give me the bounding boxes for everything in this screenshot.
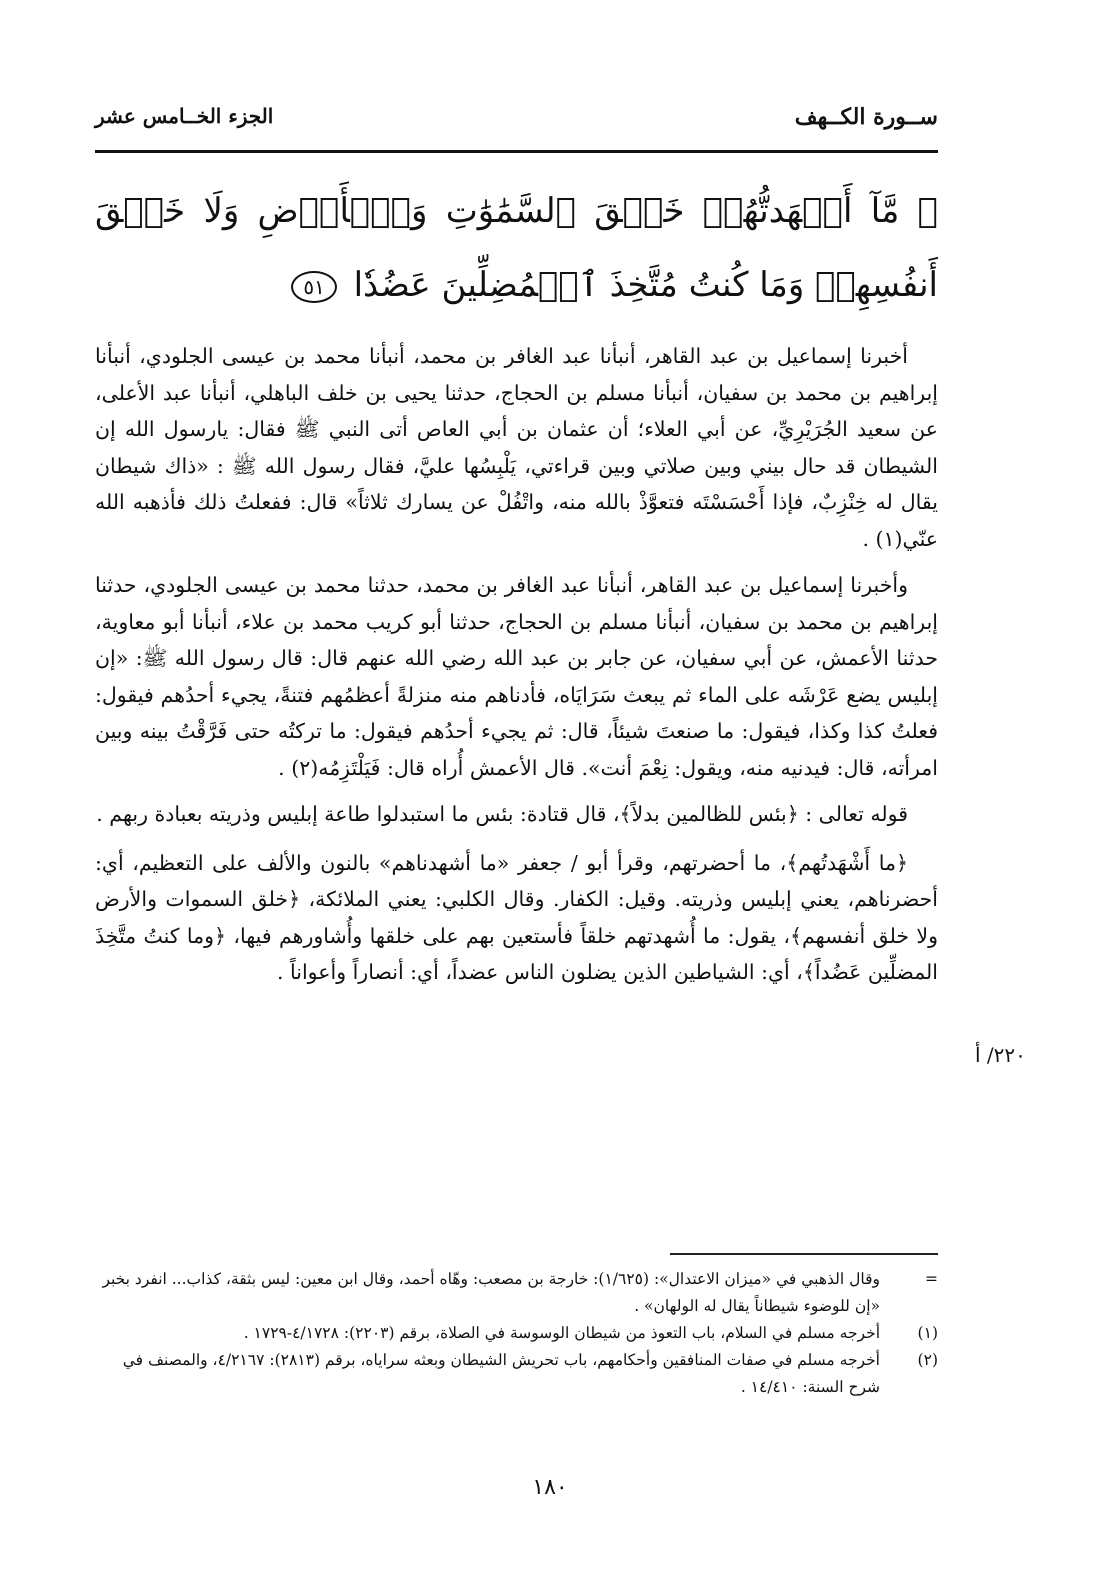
footnote-mark: (١) xyxy=(917,1324,938,1342)
footnote-continued xyxy=(95,1266,938,1320)
footnote-rule xyxy=(670,1253,938,1255)
verse-text-end: ٱلۡمُضِلِّينَ عَضُدٗا xyxy=(353,265,599,305)
quran-verse xyxy=(95,174,938,322)
header-rule xyxy=(95,150,938,153)
footnote-text: أخرجه مسلم في السلام، باب التعوذ من شيطان الوسوسة في الصلاة، برقم (٢٢٠٣): ٤/١٧٢٨-١٧٢٩ . xyxy=(243,1324,880,1342)
verse-end xyxy=(285,248,598,322)
footnote-2 xyxy=(95,1347,938,1401)
footnotes xyxy=(95,1266,938,1401)
running-header xyxy=(95,104,938,144)
paragraph-tafsir: ﴿ما أَشْهَدتُهم﴾، ما أحضرتهم، وقرأ أبو / جعفر «ما أشهدناهم» بالنون والألف على التعظيم، أي: أحضرناهم، يعني إبليس وذريته. وقيل: الكفار. وقال الكلبي: يعني الملائكة، ﴿خلق السموات والأرض ولا خلق أنفسهم﴾، يقول: ما أُشهدتهم خلقاً فأستعين بهم على خلقها وأُشاورهم فيها، ﴿وما كنتُ متَّخِذَ المضلِّين عَضُداً﴾، أي: الشياطين الذين يضلون الناس عضداً، أي: أنصاراً وأعواناً . xyxy=(95,850,938,984)
surah-title: ســورة الكــهف xyxy=(794,104,938,130)
paragraph-hadith-2: وأخبرنا إسماعيل بن عبد القاهر، أنبأنا عبد الغافر بن محمد، حدثنا محمد بن عيسى الجلودي، حدثنا إبراهيم بن محمد بن سفيان، أنبأنا مسلم بن الحجاج، حدثنا أبو كريب محمد بن علاء، أنبأنا أبو معاوية، حدثنا الأعمش، عن أبي سفيان، عن جابر بن عبد الله رضي الله عنهم قال: قال رسول الله ﷺ: «إن إبليس يضع عَرْشَه على الماء ثم يبعث سَرَايَاه، فأدناهم منه منزلةً أعظمُهم فتنةً، يجيء أحدُهم فيقول: فعلتُ كذا وكذا، فيقول: ما صنعتَ شيئاً، قال: ثم يجيء أحدُهم فيقول: ما تركتُه حتى فَرَّقْتُ بينه وبين امرأته، قال: فيدنيه منه، ويقول: نِعْمَ أنت». قال الأعمش أُراه قال: فَيَلْتَزِمُه(٢) . xyxy=(95,573,938,780)
commentary-text xyxy=(95,338,938,1001)
footnote-mark: (٢) xyxy=(917,1351,938,1369)
paragraph-hadith-1: أخبرنا إسماعيل بن عبد القاهر، أنبأنا عبد الغافر بن محمد، أنبأنا محمد بن عيسى الجلودي، أنبأنا إبراهيم بن محمد بن سفيان، أنبأنا مسلم بن الحجاج، حدثنا يحيى بن خلف الباهلي، أنبأنا عبد الأعلى، عن سعيد الجُرَيْرِيِّ، عن أبي العلاء؛ أن عثمان بن أبي العاص أتى النبي ﷺ فقال: يارسول الله إن الشيطان قد حال بيني وبين صلاتي وبين قراءتي، يَلْبِسُها عليَّ، فقال رسول الله ﷺ : «ذاك شيطان يقال له خِنْزِبٌ، فإذا أَحْسَسْتَه فتعوَّذْ بالله منه، واتْفُلْ عن يسارك ثلاثاً» قال: ففعلتُ ذلك فأذهبه الله عنّي(١) . xyxy=(95,344,938,551)
page-number: ١٨٠ xyxy=(532,1475,568,1500)
verse-text: ۞ مَّآ أَشۡهَدتُّهُمۡ خَلۡقَ ٱلسَّمَٰوَٰتِ وَٱلۡأَرۡضِ وَلَا خَلۡقَ أَنفُسِهِمۡ وَمَا كُنتُ مُتَّخِذَ xyxy=(95,191,938,305)
paragraph-qatada: قوله تعالى : ﴿بئس للظالمين بدلاً﴾، قال قتادة: بئس ما استبدلوا طاعة إبليس وذريته بعبادة ربهم . xyxy=(96,802,908,826)
footnote-text: أخرجه مسلم في صفات المنافقين وأحكامهم، باب تحريش الشيطان وبعثه سراياه، برقم (٢٨١٣): ٤/٢١٦٧، والمصنف في شرح السنة: ١٤/٤١٠ . xyxy=(122,1351,880,1396)
footnote-text: وقال الذهبي في «ميزان الاعتدال»: (١/٦٢٥): خارجة بن مصعب: وهّاه أحمد، وقال ابن معين: ليس بثقة، كذاب... انفرد بخبر «إن للوضوء شيطاناً يقال له الولهان» . xyxy=(102,1270,880,1315)
manuscript-folio-note: ٢٢٠/ أ xyxy=(975,1043,1026,1067)
footnote-mark: = xyxy=(925,1270,938,1288)
footnote-1 xyxy=(95,1320,938,1347)
ayah-number-marker: ٥١ xyxy=(291,271,336,303)
juz-title: الجزء الخــامس عشر xyxy=(95,104,274,128)
